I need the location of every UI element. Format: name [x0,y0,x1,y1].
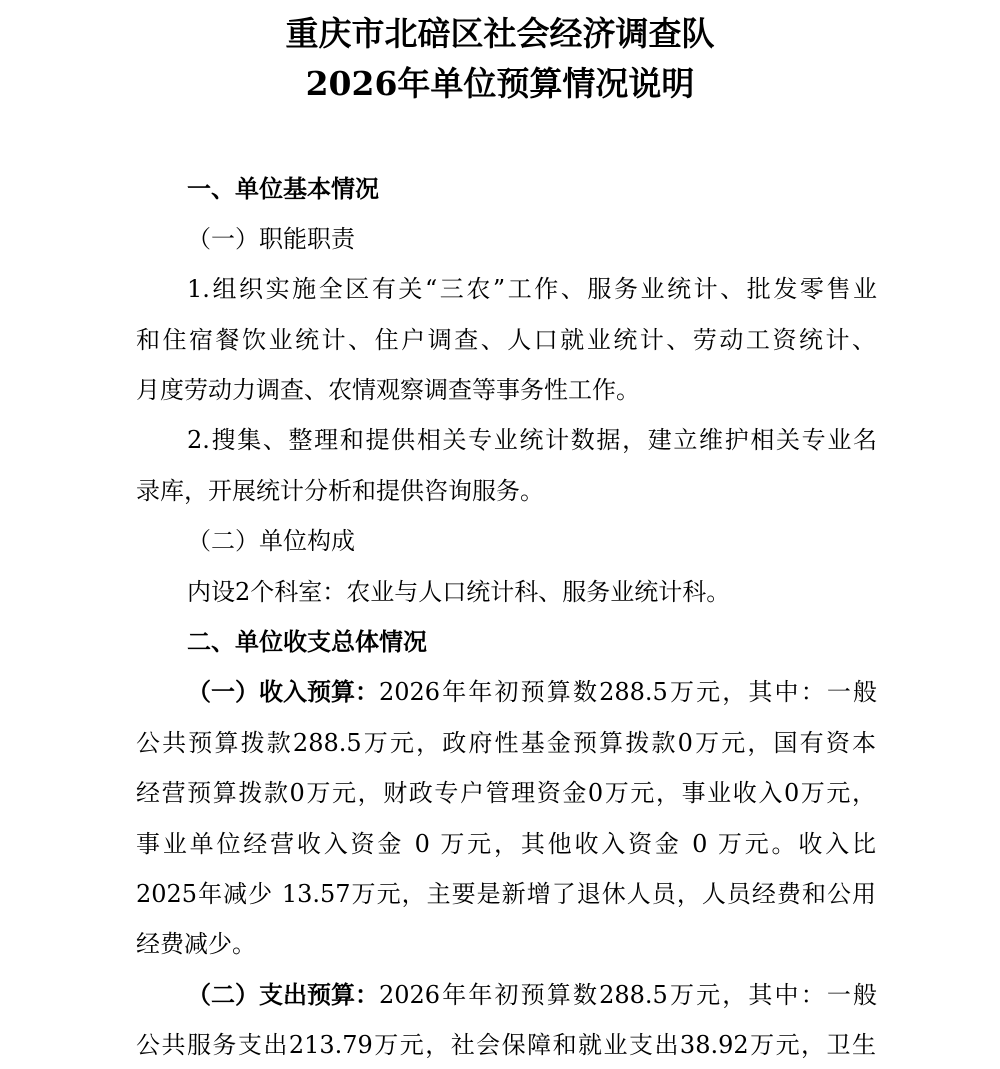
duty2-line2: 录库，开展统计分析和提供咨询服务。 [136,477,544,505]
income-line1 [187,677,877,707]
composition-text: 内设2个科室：农业与人口统计科、服务业统计科。 [187,578,731,606]
document-title-line2: 2026年单位预算情况说明 [305,64,695,103]
sub2-heading: （二）单位构成 [187,527,355,555]
income-line6: 经费减少。 [136,930,256,958]
sub1-heading: （一）职能职责 [187,225,355,253]
income-line2: 公共预算拨款288.5万元，政府性基金预算拨款0万元，国有资本 [136,729,876,757]
expense-text-1: 2026年年初预算数288.5万元，其中：一般 [379,981,877,1009]
expense-label: （二）支出预算： [187,980,379,1009]
income-line4: 事业单位经营收入资金 0 万元，其他收入资金 0 万元。收入比 [136,830,876,858]
duty1-line2: 和住宿餐饮业统计、住户调查、人口就业统计、劳动工资统计、 [136,326,876,354]
income-line3: 经营预算拨款0万元，财政专户管理资金0万元，事业收入0万元， [136,779,876,807]
document-title-line1: 重庆市北碚区社会经济调查队 [285,14,715,53]
duty1-line3: 月度劳动力调查、农情观察调查等事务性工作。 [136,376,640,404]
section2-heading: 二、单位收支总体情况 [187,627,427,656]
duty2-line1: 2.搜集、整理和提供相关专业统计数据，建立维护相关专业名 [187,426,877,454]
income-text-1: 2026年年初预算数288.5万元，其中：一般 [379,678,877,706]
income-line5: 2025年减少 13.57万元，主要是新增了退休人员，人员经费和公用 [136,880,876,908]
expense-line1 [187,980,877,1010]
duty1-line1: 1.组织实施全区有关“三农”工作、服务业统计、批发零售业 [187,275,877,303]
expense-line2: 公共服务支出213.79万元，社会保障和就业支出38.92万元，卫生 [136,1031,876,1059]
income-label: （一）收入预算： [187,677,379,706]
section1-heading: 一、单位基本情况 [187,174,379,203]
